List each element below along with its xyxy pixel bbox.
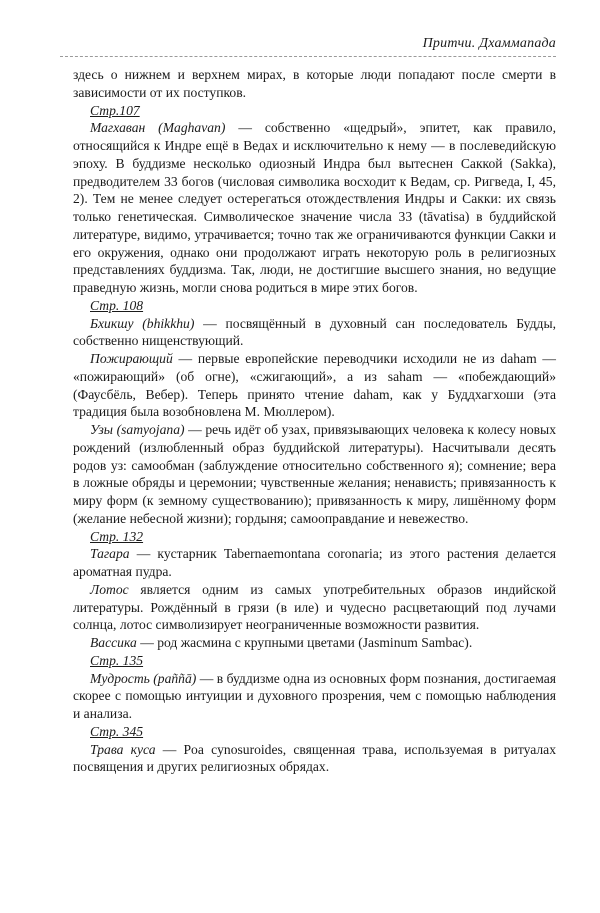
- page-reference-label: Стр. 108: [90, 297, 144, 313]
- note-entry: [73, 581, 556, 634]
- page-reference-label: Стр.107: [90, 102, 140, 118]
- header-rule: [60, 56, 556, 57]
- note-text: — речь идёт об узах, привязывающих человека к колесу новых рождений (излюбленный образ буддийской литературы). Насчитывали десять родов уз: самообман (заблуждение относительно собственного я); сомнение; вера в ложные обряды и церемонии; чувственные желания; ненависть; привязанность к миру форм (к земному существованию); привязанность к миру, лишённому форм (желание небесной жизни); гордыня; самооправдание и невежество.: [73, 422, 556, 526]
- note-text: — собственно «щедрый», эпитет, как правило, относящийся к Индре ещё в Ведах и исключительно к нему — в послеведийскую эпоху. В буддизме несколько одиозный Индра был вытеснен Саккой (Sakka), предводителем 33 богов (числовая символика восходит к Ведам, ср. Ригведа, I, 45, 2). Тем не менее следует остерегаться отождествления Индры и Сакки: их связь только генетическая. Символическое значение числа 33 (tāvatisa) в буддийской литературе, видимо, утрачивается; точно так же ограничиваются функции Сакки и его окружения, однако они продолжают играть некоторую роль в религиозных представлениях буддизма. Так, люди, не достигшие высшего знания, но ведущие праведную жизнь, могли снова родиться в мире этих богов.: [73, 120, 556, 295]
- note-term: Лотос: [90, 581, 129, 597]
- note-entry: [73, 741, 556, 777]
- note-term: Вассика: [90, 635, 137, 650]
- note-text: — кустарник Tabernaemontana coronaria; из этого растения делается ароматная пудра.: [73, 546, 556, 579]
- page-reference-label: Стр. 132: [90, 528, 144, 544]
- note-entry: [73, 634, 556, 652]
- note-entry: [73, 315, 556, 351]
- note-text: — первые европейские переводчики исходили не из daham — «пожирающий» (об огне), «сжигающий», а из saham — «побеждающий» (Фаусбёль, Вебер). Теперь принято чтение daham, как у Буддхагхоши (эта традиция была возобновлена М. Мюллером).: [73, 351, 556, 420]
- note-text: является одним из самых употребительных образов индийской литературы. Рождённый в грязи (в иле) и чудесно расцветающий под лучами солнца, лотос символизирует неограниченные возможности развития.: [73, 581, 556, 633]
- page-reference: [73, 723, 556, 741]
- page-reference-label: Стр. 135: [90, 652, 144, 668]
- page-reference: [73, 297, 556, 315]
- note-term: Мудрость (paññā): [90, 670, 197, 686]
- note-text: — в буддизме одна из основных форм познания, достигаемая скорее с помощью интуиции и духовного прозрения, чем с помощью наблюдения и анализа.: [73, 670, 557, 721]
- intro-paragraph: здесь о нижнем и верхнем мирах, в которые люди попадают после смерти в зависимости от их поступков.: [73, 67, 556, 100]
- note-entry: [73, 421, 556, 528]
- running-header: [60, 36, 556, 56]
- note-term: Магхаван (Maghavan): [90, 120, 226, 136]
- notes-sections: [73, 102, 556, 777]
- page-reference: [73, 102, 556, 120]
- page-reference: [73, 652, 556, 670]
- note-term: Бхикшу (bhikkhu): [90, 315, 195, 331]
- note-entry: [73, 670, 556, 723]
- note-entry: [73, 119, 556, 297]
- note-term: Пожирающий: [90, 351, 173, 366]
- page-reference-label: Стр. 345: [90, 723, 144, 739]
- note-term: Трава куса: [90, 741, 156, 757]
- note-term: Тагара: [90, 546, 130, 562]
- note-entry: [73, 545, 556, 581]
- page-body: [73, 66, 556, 776]
- note-text: — Poa cynosuroides, священная трава, используемая в ритуалах посвящения и других религиозных обрядах.: [73, 741, 556, 775]
- running-header-title: Притчи. Дхаммапада: [422, 36, 556, 51]
- note-text: — посвящённый в духовный сан последователь Будды, собственно нищенствующий.: [73, 315, 556, 349]
- note-text: — род жасмина с крупными цветами (Jasminum Sambac).: [136, 635, 473, 650]
- note-entry: [73, 350, 556, 421]
- note-term: Узы (samyojana): [90, 422, 185, 437]
- page-reference: [73, 528, 556, 546]
